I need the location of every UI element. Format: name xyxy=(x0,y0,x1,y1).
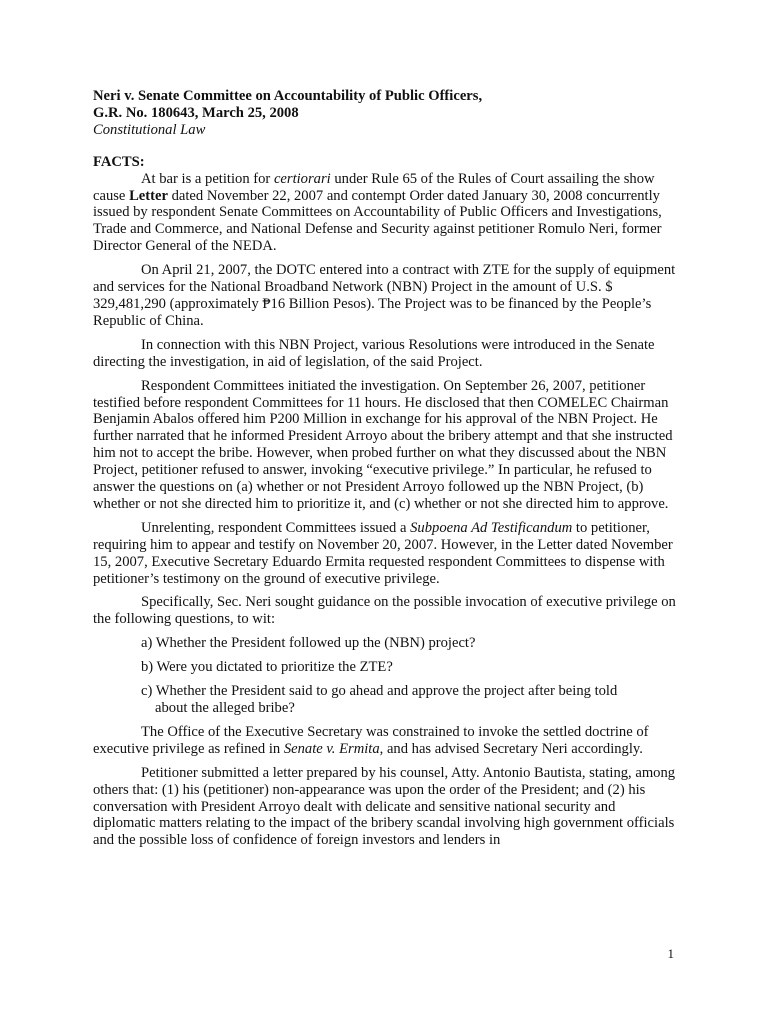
facts-heading: FACTS: xyxy=(93,153,145,170)
paragraph-4: Respondent Committees initiated the investigation. On September 26, 2007, petitioner testified before respondent Committees for 11 hours. He disclosed that then COMELEC Chairman Benjamin Abalos offered him P200 Million in exchange for his approval of the NBN Project. He further narrated that he informed President Arroyo about the bribery attempt and that she instructed him not to accept the bribe. However, when probed further on what they discussed about the NBN Project, petitioner refused to answer, invoking “executive privilege.” In particular, he refused to answer the questions on (a) whether or not President Arroyo followed up the NBN Project, (b) whether or not she directed him to prioritize it, and (c) whether or not she directed him to approve. xyxy=(93,377,673,512)
question-b: b) Were you dictated to prioritize the ZTE? xyxy=(141,659,393,676)
paragraph-7 xyxy=(93,724,678,758)
paragraph-7-part-c: , and has advised Secretary Neri accordingly. xyxy=(379,740,643,757)
case-subject: Constitutional Law xyxy=(93,121,206,138)
letter-term: Letter xyxy=(129,187,168,204)
question-c-line-2: about the alleged bribe? xyxy=(155,700,295,716)
paragraph-1 xyxy=(93,171,678,256)
case-citation: G.R. No. 180643, March 25, 2008 xyxy=(93,104,299,121)
paragraph-3: In connection with this NBN Project, various Resolutions were introduced in the Senate directing the investigation, in aid of legislation, of the said Project. xyxy=(93,336,655,370)
paragraph-6: Specifically, Sec. Neri sought guidance on the possible invocation of executive privilege on the following questions, to wit: xyxy=(93,594,676,628)
case-title: Neri v. Senate Committee on Accountability of Public Officers, xyxy=(93,88,483,104)
paragraph-5-part-a: Unrelenting, respondent Committees issued a xyxy=(141,519,411,536)
subpoena-term: Subpoena Ad Testificandum xyxy=(410,519,573,536)
paragraph-1-part-a: At bar is a petition for xyxy=(141,170,274,187)
paragraph-1-part-e: dated November 22, 2007 and contempt Order dated January 30, 2008 concurrently issued by respondent Senate Committees on Accountability of Public Officers and Investigations, Trade and Commerce, and National Defense and Security against petitioner Romulo Neri, former Director General of the NEDA. xyxy=(93,187,662,255)
paragraph-7-part-a: The Office of the Executive Secretary was constrained to invoke the settled doctrine of executive privilege as refined in xyxy=(93,723,649,757)
paragraph-8: Petitioner submitted a letter prepared by his counsel, Atty. Antonio Bautista, stating, among others that: (1) his (petitioner) non-appearance was upon the order of the President; and (2) his conversation with President Arroyo dealt with delicate and sensitive national security and diplomatic matters relating to the impact of the bribery scandal involving high government officials and the possible loss of confidence of foreign investors and lenders in xyxy=(93,764,676,849)
certiorari-term: certiorari xyxy=(273,170,331,187)
question-c xyxy=(141,683,678,717)
paragraph-2: On April 21, 2007, the DOTC entered into a contract with ZTE for the supply of equipment and services for the National Broadband Network (NBN) Project in the amount of U.S. $ 329,481,290 (approximately ₱16 Billion Pesos). The Project was to be financed by the People’s Republic of China. xyxy=(93,262,676,329)
case-reference-term: Senate v. Ermita xyxy=(283,740,380,757)
paragraph-1-part-c: under Rule 65 of the Rules of Court assailing the show cause xyxy=(93,170,655,204)
document-body xyxy=(93,88,678,856)
paragraph-5 xyxy=(93,520,678,588)
question-a: a) Whether the President followed up the (NBN) project? xyxy=(141,635,476,652)
question-c-line-1: c) Whether the President said to go ahead and approve the project after being told xyxy=(141,683,618,700)
page-number: 1 xyxy=(667,946,674,961)
paragraph-5-part-c: to petitioner, requiring him to appear and testify on November 20, 2007. However, in the Letter dated November 15, 2007, Executive Secretary Eduardo Ermita requested respondent Committees to dispense with petitioner’s testimony on the ground of executive privilege. xyxy=(93,519,673,587)
